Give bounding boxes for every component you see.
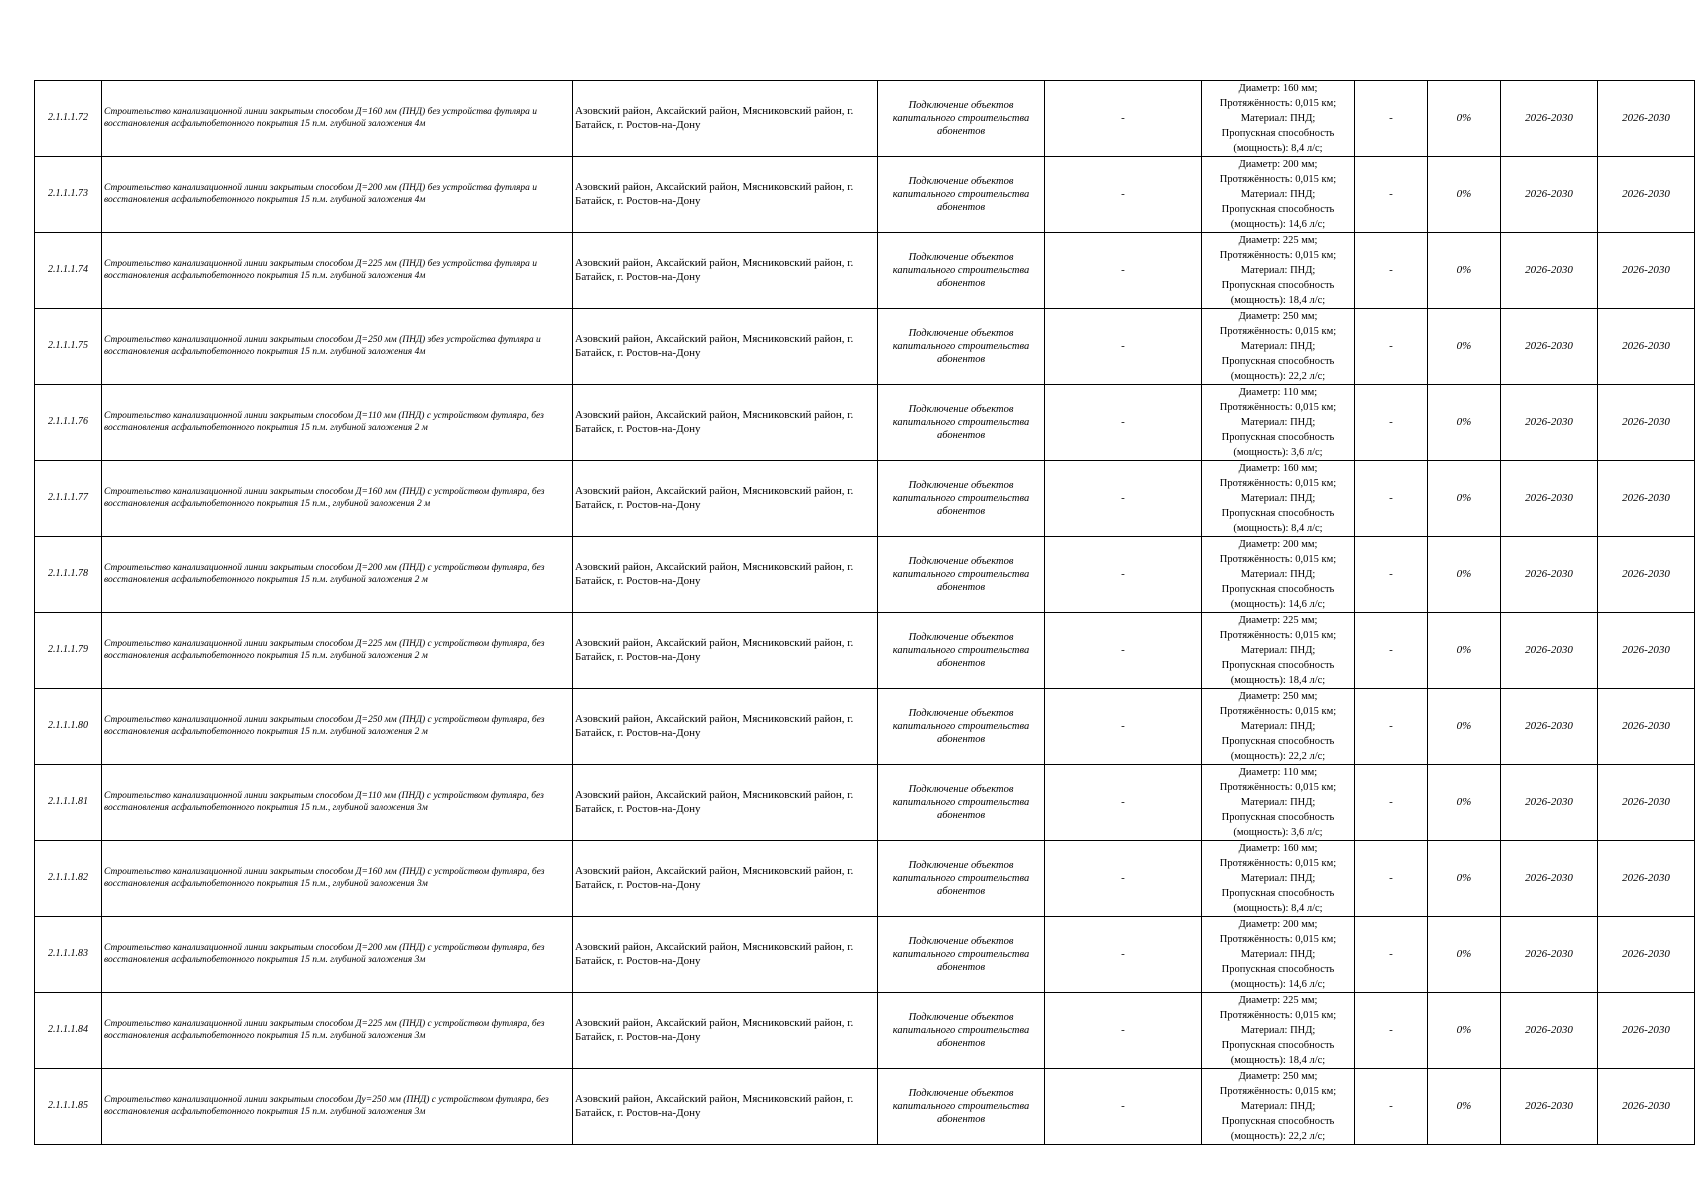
location-cell: Азовский район, Аксайский район, Мясниковский район, г. Батайск, г. Ростов-на-Дону <box>573 385 878 461</box>
spec-line: Пропускная способность <box>1221 204 1335 215</box>
location-cell: Азовский район, Аксайский район, Мясниковский район, г. Батайск, г. Ростов-на-Дону <box>573 689 878 765</box>
empty-value-cell: - <box>1355 461 1428 537</box>
spec-line: Диаметр: 250 мм; <box>1238 311 1318 322</box>
completion-percent-cell: 0% <box>1428 917 1501 993</box>
end-period-cell: 2026-2030 <box>1598 157 1695 233</box>
location-cell: Азовский район, Аксайский район, Мясниковский район, г. Батайск, г. Ростов-на-Дону <box>573 461 878 537</box>
project-name-cell: Строительство канализационной линии закрытым способом Д=160 мм (ПНД) с устройством футляра, без восстановления асфальтобетонного покрытия 15 п.м., глубиной заложения 3м <box>102 841 573 917</box>
start-period-cell: 2026-2030 <box>1501 917 1598 993</box>
spec-line: Пропускная способность <box>1221 508 1335 519</box>
project-name-cell: Строительство канализационной линии закрытым способом Д=160 мм (ПНД) с устройством футляра, без восстановления асфальтобетонного покрытия 15 п.м., глубиной заложения 2 м <box>102 461 573 537</box>
spec-line: Материал: ПНД; <box>1240 645 1316 656</box>
empty-value-cell: - <box>1045 81 1202 157</box>
spec-line: (мощность): 18,4 л/с; <box>1230 1055 1326 1066</box>
end-period-cell: 2026-2030 <box>1598 385 1695 461</box>
row-number-cell: 2.1.1.1.82 <box>35 841 102 917</box>
spec-line: Диаметр: 160 мм; <box>1238 843 1318 854</box>
empty-value-cell: - <box>1045 385 1202 461</box>
completion-percent-cell: 0% <box>1428 157 1501 233</box>
purpose-cell: Подключение объектов капитального строительства абонентов <box>878 385 1045 461</box>
row-number-cell: 2.1.1.1.83 <box>35 917 102 993</box>
empty-value-cell: - <box>1045 917 1202 993</box>
investment-program-table <box>34 80 1695 1145</box>
purpose-cell: Подключение объектов капитального строительства абонентов <box>878 613 1045 689</box>
empty-value-cell: - <box>1355 765 1428 841</box>
spec-line: Материал: ПНД; <box>1240 417 1316 428</box>
spec-line: Пропускная способность <box>1221 1040 1335 1051</box>
spec-line: (мощность): 22,2 л/с; <box>1230 371 1326 382</box>
end-period-cell: 2026-2030 <box>1598 613 1695 689</box>
row-number-cell: 2.1.1.1.84 <box>35 993 102 1069</box>
spec-line: Материал: ПНД; <box>1240 569 1316 580</box>
completion-percent-cell: 0% <box>1428 385 1501 461</box>
table-row <box>35 385 1695 461</box>
table-row <box>35 233 1695 309</box>
table-row <box>35 993 1695 1069</box>
empty-value-cell: - <box>1355 917 1428 993</box>
start-period-cell: 2026-2030 <box>1501 689 1598 765</box>
spec-line: (мощность): 22,2 л/с; <box>1230 751 1326 762</box>
location-cell: Азовский район, Аксайский район, Мясниковский район, г. Батайск, г. Ростов-на-Дону <box>573 1069 878 1145</box>
location-cell: Азовский район, Аксайский район, Мясниковский район, г. Батайск, г. Ростов-на-Дону <box>573 233 878 309</box>
empty-value-cell: - <box>1355 689 1428 765</box>
row-number-cell: 2.1.1.1.81 <box>35 765 102 841</box>
end-period-cell: 2026-2030 <box>1598 841 1695 917</box>
location-cell: Азовский район, Аксайский район, Мясниковский район, г. Батайск, г. Ростов-на-Дону <box>573 81 878 157</box>
row-number-cell: 2.1.1.1.72 <box>35 81 102 157</box>
project-name-cell: Строительство канализационной линии закрытым способом Д=250 мм (ПНД) збез устройства футляра и восстановления асфальтобетонного покрытия 15 п.м. глубиной заложения 4м <box>102 309 573 385</box>
start-period-cell: 2026-2030 <box>1501 841 1598 917</box>
project-name-cell: Строительство канализационной линии закрытым способом Д=200 мм (ПНД) без устройства футляра и восстановления асфальтобетонного покрытия 15 п.м. глубиной заложения 4м <box>102 157 573 233</box>
spec-line: Материал: ПНД; <box>1240 265 1316 276</box>
completion-percent-cell: 0% <box>1428 841 1501 917</box>
end-period-cell: 2026-2030 <box>1598 461 1695 537</box>
end-period-cell: 2026-2030 <box>1598 765 1695 841</box>
spec-line: (мощность): 14,6 л/с; <box>1230 219 1326 230</box>
specification-cell <box>1202 765 1355 841</box>
row-number-cell: 2.1.1.1.79 <box>35 613 102 689</box>
spec-line: Материал: ПНД; <box>1240 1101 1316 1112</box>
purpose-cell: Подключение объектов капитального строительства абонентов <box>878 81 1045 157</box>
purpose-cell: Подключение объектов капитального строительства абонентов <box>878 157 1045 233</box>
completion-percent-cell: 0% <box>1428 765 1501 841</box>
empty-value-cell: - <box>1045 233 1202 309</box>
specification-cell <box>1202 81 1355 157</box>
spec-line: Протяжённость: 0,015 км; <box>1219 478 1337 489</box>
project-name-cell: Строительство канализационной линии закрытым способом Д=200 мм (ПНД) с устройством футляра, без восстановления асфальтобетонного покрытия 15 п.м. глубиной заложения 2 м <box>102 537 573 613</box>
empty-value-cell: - <box>1355 841 1428 917</box>
project-name-cell: Строительство канализационной линии закрытым способом Д=225 мм (ПНД) с устройством футляра, без восстановления асфальтобетонного покрытия 15 п.м. глубиной заложения 2 м <box>102 613 573 689</box>
spec-line: Протяжённость: 0,015 км; <box>1219 402 1337 413</box>
spec-line: (мощность): 8,4 л/с; <box>1233 903 1323 914</box>
spec-line: Диаметр: 225 мм; <box>1238 615 1318 626</box>
spec-line: Диаметр: 200 мм; <box>1238 159 1318 170</box>
end-period-cell: 2026-2030 <box>1598 233 1695 309</box>
row-number-cell: 2.1.1.1.75 <box>35 309 102 385</box>
start-period-cell: 2026-2030 <box>1501 1069 1598 1145</box>
empty-value-cell: - <box>1045 309 1202 385</box>
purpose-cell: Подключение объектов капитального строительства абонентов <box>878 461 1045 537</box>
location-cell: Азовский район, Аксайский район, Мясниковский район, г. Батайск, г. Ростов-на-Дону <box>573 537 878 613</box>
spec-line: Диаметр: 225 мм; <box>1238 235 1318 246</box>
table-row <box>35 917 1695 993</box>
table-row <box>35 537 1695 613</box>
spec-line: Пропускная способность <box>1221 660 1335 671</box>
spec-line: Материал: ПНД; <box>1240 113 1316 124</box>
specification-cell <box>1202 613 1355 689</box>
spec-line: Протяжённость: 0,015 км; <box>1219 858 1337 869</box>
spec-line: Протяжённость: 0,015 км; <box>1219 1086 1337 1097</box>
table-row <box>35 157 1695 233</box>
specification-cell <box>1202 993 1355 1069</box>
location-cell: Азовский район, Аксайский район, Мясниковский район, г. Батайск, г. Ростов-на-Дону <box>573 993 878 1069</box>
empty-value-cell: - <box>1045 841 1202 917</box>
purpose-cell: Подключение объектов капитального строительства абонентов <box>878 689 1045 765</box>
location-cell: Азовский район, Аксайский район, Мясниковский район, г. Батайск, г. Ростов-на-Дону <box>573 157 878 233</box>
spec-line: Диаметр: 200 мм; <box>1238 539 1318 550</box>
purpose-cell: Подключение объектов капитального строительства абонентов <box>878 993 1045 1069</box>
start-period-cell: 2026-2030 <box>1501 613 1598 689</box>
empty-value-cell: - <box>1045 993 1202 1069</box>
empty-value-cell: - <box>1045 157 1202 233</box>
completion-percent-cell: 0% <box>1428 689 1501 765</box>
spec-line: Пропускная способность <box>1221 1116 1335 1127</box>
empty-value-cell: - <box>1355 1069 1428 1145</box>
table-row <box>35 765 1695 841</box>
spec-line: (мощность): 18,4 л/с; <box>1230 295 1326 306</box>
start-period-cell: 2026-2030 <box>1501 157 1598 233</box>
empty-value-cell: - <box>1045 613 1202 689</box>
spec-line: Диаметр: 160 мм; <box>1238 463 1318 474</box>
spec-line: (мощность): 3,6 л/с; <box>1233 827 1323 838</box>
spec-line: (мощность): 3,6 л/с; <box>1233 447 1323 458</box>
row-number-cell: 2.1.1.1.77 <box>35 461 102 537</box>
table-row <box>35 81 1695 157</box>
empty-value-cell: - <box>1355 309 1428 385</box>
empty-value-cell: - <box>1045 765 1202 841</box>
spec-line: Материал: ПНД; <box>1240 341 1316 352</box>
purpose-cell: Подключение объектов капитального строительства абонентов <box>878 537 1045 613</box>
project-name-cell: Строительство канализационной линии закрытым способом Д=160 мм (ПНД) без устройства футляра и восстановления асфальтобетонного покрытия 15 п.м. глубиной заложения 4м <box>102 81 573 157</box>
spec-line: (мощность): 8,4 л/с; <box>1233 143 1323 154</box>
end-period-cell: 2026-2030 <box>1598 81 1695 157</box>
project-name-cell: Строительство канализационной линии закрытым способом Д=200 мм (ПНД) с устройством футляра, без восстановления асфальтобетонного покрытия 15 п.м. глубиной заложения 3м <box>102 917 573 993</box>
end-period-cell: 2026-2030 <box>1598 1069 1695 1145</box>
spec-line: Пропускная способность <box>1221 432 1335 443</box>
spec-line: Диаметр: 200 мм; <box>1238 919 1318 930</box>
row-number-cell: 2.1.1.1.73 <box>35 157 102 233</box>
location-cell: Азовский район, Аксайский район, Мясниковский район, г. Батайск, г. Ростов-на-Дону <box>573 765 878 841</box>
end-period-cell: 2026-2030 <box>1598 917 1695 993</box>
empty-value-cell: - <box>1045 461 1202 537</box>
empty-value-cell: - <box>1355 537 1428 613</box>
start-period-cell: 2026-2030 <box>1501 309 1598 385</box>
spec-line: Пропускная способность <box>1221 280 1335 291</box>
table-row <box>35 309 1695 385</box>
start-period-cell: 2026-2030 <box>1501 993 1598 1069</box>
spec-line: Протяжённость: 0,015 км; <box>1219 1010 1337 1021</box>
row-number-cell: 2.1.1.1.85 <box>35 1069 102 1145</box>
purpose-cell: Подключение объектов капитального строительства абонентов <box>878 917 1045 993</box>
purpose-cell: Подключение объектов капитального строительства абонентов <box>878 841 1045 917</box>
completion-percent-cell: 0% <box>1428 309 1501 385</box>
specification-cell <box>1202 1069 1355 1145</box>
start-period-cell: 2026-2030 <box>1501 81 1598 157</box>
end-period-cell: 2026-2030 <box>1598 689 1695 765</box>
row-number-cell: 2.1.1.1.78 <box>35 537 102 613</box>
spec-line: Пропускная способность <box>1221 964 1335 975</box>
table-body <box>35 81 1695 1145</box>
empty-value-cell: - <box>1045 689 1202 765</box>
spec-line: Пропускная способность <box>1221 812 1335 823</box>
purpose-cell: Подключение объектов капитального строительства абонентов <box>878 233 1045 309</box>
spec-line: Диаметр: 225 мм; <box>1238 995 1318 1006</box>
location-cell: Азовский район, Аксайский район, Мясниковский район, г. Батайск, г. Ростов-на-Дону <box>573 613 878 689</box>
start-period-cell: 2026-2030 <box>1501 233 1598 309</box>
spec-line: Пропускная способность <box>1221 888 1335 899</box>
project-name-cell: Строительство канализационной линии закрытым способом Д=250 мм (ПНД) с устройством футляра, без восстановления асфальтобетонного покрытия 15 п.м. глубиной заложения 2 м <box>102 689 573 765</box>
empty-value-cell: - <box>1355 157 1428 233</box>
spec-line: Диаметр: 110 мм; <box>1238 767 1318 778</box>
completion-percent-cell: 0% <box>1428 1069 1501 1145</box>
start-period-cell: 2026-2030 <box>1501 537 1598 613</box>
project-name-cell: Строительство канализационной линии закрытым способом Д=225 мм (ПНД) с устройством футляра, без восстановления асфальтобетонного покрытия 15 п.м. глубиной заложения 3м <box>102 993 573 1069</box>
specification-cell <box>1202 157 1355 233</box>
spec-line: (мощность): 8,4 л/с; <box>1233 523 1323 534</box>
table-row <box>35 1069 1695 1145</box>
specification-cell <box>1202 537 1355 613</box>
spec-line: Диаметр: 160 мм; <box>1238 83 1318 94</box>
start-period-cell: 2026-2030 <box>1501 765 1598 841</box>
project-name-cell: Строительство канализационной линии закрытым способом Д=110 мм (ПНД) с устройством футляра, без восстановления асфальтобетонного покрытия 15 п.м., глубиной заложения 3м <box>102 765 573 841</box>
spec-line: Протяжённость: 0,015 км; <box>1219 326 1337 337</box>
empty-value-cell: - <box>1355 993 1428 1069</box>
completion-percent-cell: 0% <box>1428 233 1501 309</box>
end-period-cell: 2026-2030 <box>1598 309 1695 385</box>
spec-line: Материал: ПНД; <box>1240 189 1316 200</box>
spec-line: (мощность): 14,6 л/с; <box>1230 979 1326 990</box>
empty-value-cell: - <box>1045 1069 1202 1145</box>
empty-value-cell: - <box>1355 233 1428 309</box>
purpose-cell: Подключение объектов капитального строительства абонентов <box>878 1069 1045 1145</box>
spec-line: Пропускная способность <box>1221 584 1335 595</box>
spec-line: Протяжённость: 0,015 км; <box>1219 554 1337 565</box>
specification-cell <box>1202 385 1355 461</box>
spec-line: Протяжённость: 0,015 км; <box>1219 630 1337 641</box>
table-row <box>35 689 1695 765</box>
spec-line: Протяжённость: 0,015 км; <box>1219 782 1337 793</box>
empty-value-cell: - <box>1355 81 1428 157</box>
spec-line: Пропускная способность <box>1221 736 1335 747</box>
empty-value-cell: - <box>1045 537 1202 613</box>
spec-line: Пропускная способность <box>1221 356 1335 367</box>
location-cell: Азовский район, Аксайский район, Мясниковский район, г. Батайск, г. Ростов-на-Дону <box>573 841 878 917</box>
specification-cell <box>1202 841 1355 917</box>
spec-line: Материал: ПНД; <box>1240 873 1316 884</box>
empty-value-cell: - <box>1355 385 1428 461</box>
spec-line: Диаметр: 250 мм; <box>1238 691 1318 702</box>
specification-cell <box>1202 689 1355 765</box>
purpose-cell: Подключение объектов капитального строительства абонентов <box>878 309 1045 385</box>
completion-percent-cell: 0% <box>1428 461 1501 537</box>
spec-line: Материал: ПНД; <box>1240 949 1316 960</box>
spec-line: Диаметр: 110 мм; <box>1238 387 1318 398</box>
spec-line: Материал: ПНД; <box>1240 1025 1316 1036</box>
project-name-cell: Строительство канализационной линии закрытым способом Д=225 мм (ПНД) без устройства футляра и восстановления асфальтобетонного покрытия 15 п.м. глубиной заложения 4м <box>102 233 573 309</box>
location-cell: Азовский район, Аксайский район, Мясниковский район, г. Батайск, г. Ростов-на-Дону <box>573 309 878 385</box>
spec-line: Протяжённость: 0,015 км; <box>1219 174 1337 185</box>
completion-percent-cell: 0% <box>1428 993 1501 1069</box>
completion-percent-cell: 0% <box>1428 81 1501 157</box>
spec-line: Диаметр: 250 мм; <box>1238 1071 1318 1082</box>
specification-cell <box>1202 309 1355 385</box>
end-period-cell: 2026-2030 <box>1598 993 1695 1069</box>
completion-percent-cell: 0% <box>1428 613 1501 689</box>
location-cell: Азовский район, Аксайский район, Мясниковский район, г. Батайск, г. Ростов-на-Дону <box>573 917 878 993</box>
spec-line: (мощность): 22,2 л/с; <box>1230 1131 1326 1142</box>
spec-line: (мощность): 18,4 л/с; <box>1230 675 1326 686</box>
completion-percent-cell: 0% <box>1428 537 1501 613</box>
row-number-cell: 2.1.1.1.74 <box>35 233 102 309</box>
end-period-cell: 2026-2030 <box>1598 537 1695 613</box>
table-row <box>35 461 1695 537</box>
project-name-cell: Строительство канализационной линии закрытым способом Ду=250 мм (ПНД) с устройством футляра, без восстановления асфальтобетонного покрытия 15 п.м. глубиной заложения 3м <box>102 1069 573 1145</box>
start-period-cell: 2026-2030 <box>1501 385 1598 461</box>
purpose-cell: Подключение объектов капитального строительства абонентов <box>878 765 1045 841</box>
row-number-cell: 2.1.1.1.80 <box>35 689 102 765</box>
specification-cell <box>1202 233 1355 309</box>
specification-cell <box>1202 461 1355 537</box>
spec-line: Материал: ПНД; <box>1240 797 1316 808</box>
table-row <box>35 841 1695 917</box>
spec-line: Протяжённость: 0,015 км; <box>1219 706 1337 717</box>
project-name-cell: Строительство канализационной линии закрытым способом Д=110 мм (ПНД) с устройством футляра, без восстановления асфальтобетонного покрытия 15 п.м. глубиной заложения 2 м <box>102 385 573 461</box>
spec-line: Материал: ПНД; <box>1240 493 1316 504</box>
empty-value-cell: - <box>1355 613 1428 689</box>
spec-line: Протяжённость: 0,015 км; <box>1219 934 1337 945</box>
spec-line: Материал: ПНД; <box>1240 721 1316 732</box>
table-row <box>35 613 1695 689</box>
spec-line: Протяжённость: 0,015 км; <box>1219 98 1337 109</box>
specification-cell <box>1202 917 1355 993</box>
spec-line: Протяжённость: 0,015 км; <box>1219 250 1337 261</box>
spec-line: Пропускная способность <box>1221 128 1335 139</box>
row-number-cell: 2.1.1.1.76 <box>35 385 102 461</box>
start-period-cell: 2026-2030 <box>1501 461 1598 537</box>
spec-line: (мощность): 14,6 л/с; <box>1230 599 1326 610</box>
